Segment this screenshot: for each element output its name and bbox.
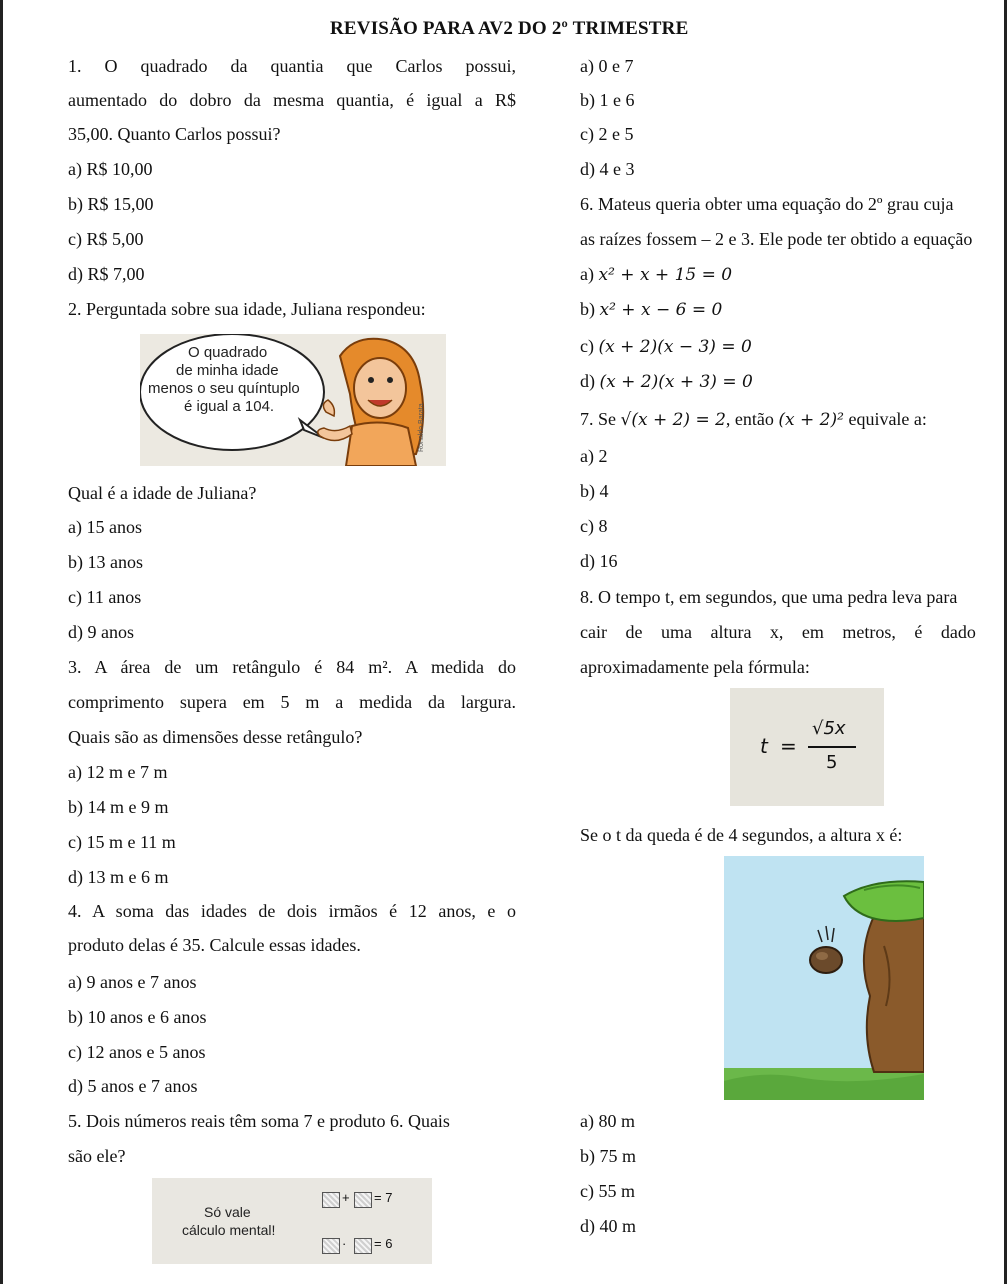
q5-plus-sign: +: [342, 1190, 350, 1205]
q5-mental-math-card: [152, 1178, 432, 1264]
q8-formula-denominator: 5: [826, 752, 838, 773]
q5-card-line1: Só vale: [204, 1204, 251, 1220]
q2-text-line1: 2. Perguntada sobre sua idade, Juliana respondeu:: [68, 299, 426, 319]
q8-cliff-illustration: [724, 856, 924, 1100]
q2-option-b[interactable]: b) 13 anos: [68, 552, 143, 572]
q6-option-b-equation: x² + x − 6 = 0: [599, 300, 723, 320]
q4-text-line1: 4. A soma das idades de dois irmãos é 12 anos, e o: [68, 901, 516, 921]
q2-bubble-line1: O quadrado: [188, 344, 268, 361]
q6-option-a-label: a): [580, 264, 594, 284]
q8-formula-numerator: √5x: [812, 718, 846, 739]
q7-option-d[interactable]: d) 16: [580, 551, 618, 571]
q5-unknown-box-3: [322, 1238, 340, 1254]
q7-mid: , então: [725, 409, 774, 429]
q5-times-sign: ·: [342, 1236, 347, 1251]
q7-suffix: equivale a:: [848, 409, 927, 429]
q8-formula-box: [730, 688, 884, 806]
q7-option-a[interactable]: a) 2: [580, 446, 608, 466]
q3-option-a[interactable]: a) 12 m e 7 m: [68, 762, 168, 782]
q2-option-c[interactable]: c) 11 anos: [68, 587, 142, 607]
q8-option-a[interactable]: a) 80 m: [580, 1111, 635, 1131]
q6-option-d-equation: (x + 2)(x + 3) = 0: [599, 372, 753, 392]
q6-option-b[interactable]: [580, 298, 722, 321]
q8-option-b[interactable]: b) 75 m: [580, 1146, 636, 1166]
q5-option-b[interactable]: b) 1 e 6: [580, 90, 635, 110]
q4-option-b[interactable]: b) 10 anos e 6 anos: [68, 1007, 207, 1027]
q8-option-d[interactable]: d) 40 m: [580, 1216, 636, 1236]
q1-option-a[interactable]: a) R$ 10,00: [68, 159, 153, 179]
q5-text-line2: são ele?: [68, 1146, 126, 1166]
q2-bubble-line3: menos o seu quíntuplo: [148, 380, 300, 397]
page-border-left: [0, 0, 3, 1284]
q2-illustration: [140, 334, 446, 466]
q4-text-line2: produto delas é 35. Calcule essas idades.: [68, 935, 361, 955]
q7-condition: √(x + 2) = 2: [620, 410, 726, 430]
q6-option-a-equation: x² + x + 15 = 0: [598, 265, 733, 285]
q2-bubble-line2: de minha idade: [176, 362, 279, 379]
q5-card-line2: cálculo mental!: [182, 1222, 276, 1238]
q7-text: [580, 408, 927, 431]
q8-condition: Se o t da queda é de 4 segundos, a altura x é:: [580, 825, 903, 845]
q5-option-a[interactable]: a) 0 e 7: [580, 56, 634, 76]
q3-text-line3: Quais são as dimensões desse retângulo?: [68, 727, 363, 747]
q5-option-d[interactable]: d) 4 e 3: [580, 159, 635, 179]
q1-text-line2: aumentado do dobro da mesma quantia, é igual a R$: [68, 90, 516, 110]
q4-option-d[interactable]: d) 5 anos e 7 anos: [68, 1076, 198, 1096]
q3-option-c[interactable]: c) 15 m e 11 m: [68, 832, 176, 852]
q6-option-b-label: b): [580, 299, 595, 319]
q2-illustration-credit: Ronaldo Barata: [418, 403, 425, 452]
q2-question: Qual é a idade de Juliana?: [68, 483, 257, 503]
q8-text-line3: aproximadamente pela fórmula:: [580, 657, 810, 677]
q6-option-c[interactable]: [580, 335, 752, 358]
q5-option-c[interactable]: c) 2 e 5: [580, 124, 634, 144]
q5-unknown-box-2: [354, 1192, 372, 1208]
q8-formula-lhs: t: [760, 734, 768, 758]
q8-cliff-art: [724, 856, 924, 1100]
q5-unknown-box-4: [354, 1238, 372, 1254]
q1-option-d[interactable]: d) R$ 7,00: [68, 264, 145, 284]
q2-option-a[interactable]: a) 15 anos: [68, 517, 142, 537]
page-title: REVISÃO PARA AV2 DO 2º TRIMESTRE: [330, 18, 689, 39]
q1-option-c[interactable]: c) R$ 5,00: [68, 229, 144, 249]
q5-product-equation: = 6: [374, 1236, 393, 1251]
q1-text-line1: 1. O quadrado da quantia que Carlos possui,: [68, 56, 516, 76]
q8-formula-fraction-bar: [808, 746, 856, 748]
q1-option-b[interactable]: b) R$ 15,00: [68, 194, 154, 214]
q3-text-line2: comprimento supera em 5 m a medida da largura.: [68, 692, 516, 712]
q4-option-c[interactable]: c) 12 anos e 5 anos: [68, 1042, 206, 1062]
q2-bubble-line4: é igual a 104.: [184, 398, 275, 415]
q7-prefix: 7. Se: [580, 409, 616, 429]
q6-option-d[interactable]: [580, 370, 753, 393]
q8-text-line2: cair de uma altura x, em metros, é dado: [580, 622, 976, 642]
q6-option-c-label: c): [580, 336, 594, 356]
q5-unknown-box-1: [322, 1192, 340, 1208]
q4-option-a[interactable]: a) 9 anos e 7 anos: [68, 972, 197, 992]
q5-sum-equation: = 7: [374, 1190, 393, 1205]
q6-text-line1: 6. Mateus queria obter uma equação do 2º grau cuja: [580, 194, 954, 214]
q6-option-a[interactable]: [580, 263, 732, 286]
q6-option-d-label: d): [580, 371, 595, 391]
q5-text-line1: 5. Dois números reais têm soma 7 e produto 6. Quais: [68, 1111, 450, 1131]
q3-option-b[interactable]: b) 14 m e 9 m: [68, 797, 169, 817]
q1-text-line3: 35,00. Quanto Carlos possui?: [68, 124, 281, 144]
q8-formula-equals: =: [780, 734, 797, 758]
q8-text-line1: 8. O tempo t, em segundos, que uma pedra leva para: [580, 587, 958, 607]
q2-option-d[interactable]: d) 9 anos: [68, 622, 134, 642]
q7-option-c[interactable]: c) 8: [580, 516, 608, 536]
q7-option-b[interactable]: b) 4: [580, 481, 609, 501]
q6-option-c-equation: (x + 2)(x − 3) = 0: [598, 337, 752, 357]
q3-text-line1: 3. A área de um retângulo é 84 m². A medida do: [68, 657, 516, 677]
q3-option-d[interactable]: d) 13 m e 6 m: [68, 867, 169, 887]
q8-option-c[interactable]: c) 55 m: [580, 1181, 635, 1201]
q7-expression: (x + 2)²: [778, 410, 844, 430]
q6-text-line2: as raízes fossem – 2 e 3. Ele pode ter obtido a equação: [580, 229, 973, 249]
